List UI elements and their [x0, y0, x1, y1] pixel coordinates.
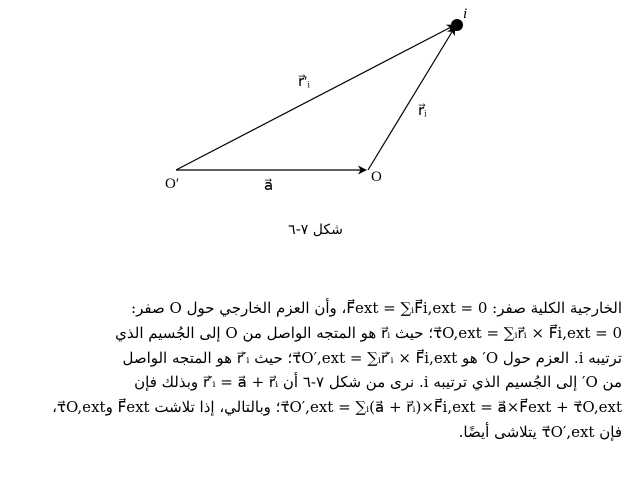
label-vector-a: a⃗	[264, 178, 274, 194]
label-vector-r-prime: r⃗′ᵢ	[298, 74, 310, 90]
text-line: من O′ إلى الجُسيم الذي ترتيبه i. نرى من شكل ٧-٦ أن r⃗′ᵢ = a⃗ + r⃗ᵢ وبذلك فإن	[134, 373, 622, 392]
vector-diagram	[0, 0, 631, 215]
particle-dot	[451, 19, 463, 31]
vector-r-prime-arrow	[176, 25, 455, 170]
figure-caption: شكل ٧-٦	[288, 222, 343, 238]
label-origin-prime: O′	[165, 176, 180, 192]
vector-r-arrow	[368, 27, 455, 170]
text-line: τ⃗O′,ext = ∑ᵢ(a⃗ + r⃗ᵢ)×F⃗i,ext = a⃗×F⃗ext + τ⃗O,ext؛ وبالتالي، إذا تلاشت F⃗ext وτ⃗O,ext،	[52, 398, 622, 417]
text-line: ترتيبه i. العزم حول O′ هو τ⃗O′,ext = ∑ᵢr⃗′ᵢ × F⃗i,ext؛ حيث r⃗′ᵢ هو المتجه الواصل	[122, 348, 622, 367]
label-origin: O	[371, 169, 382, 185]
text-line: τ⃗O,ext = ∑ᵢr⃗ᵢ × F⃗i,ext = 0؛ حيث r⃗ᵢ هو المتجه الواصل من O إلى الجُسيم الذي	[115, 323, 622, 342]
text-line: الخارجية الكلية صفر: F⃗ext = ∑ᵢF⃗i,ext = 0، وأن العزم الخارجي حول O صفر:	[131, 299, 622, 317]
label-vector-r: r⃗ᵢ	[418, 103, 427, 119]
body-text	[10, 296, 622, 445]
text-line: فإن τ⃗O′,ext يتلاشى أيضًا.	[458, 422, 622, 441]
label-particle-i: i	[463, 6, 468, 22]
